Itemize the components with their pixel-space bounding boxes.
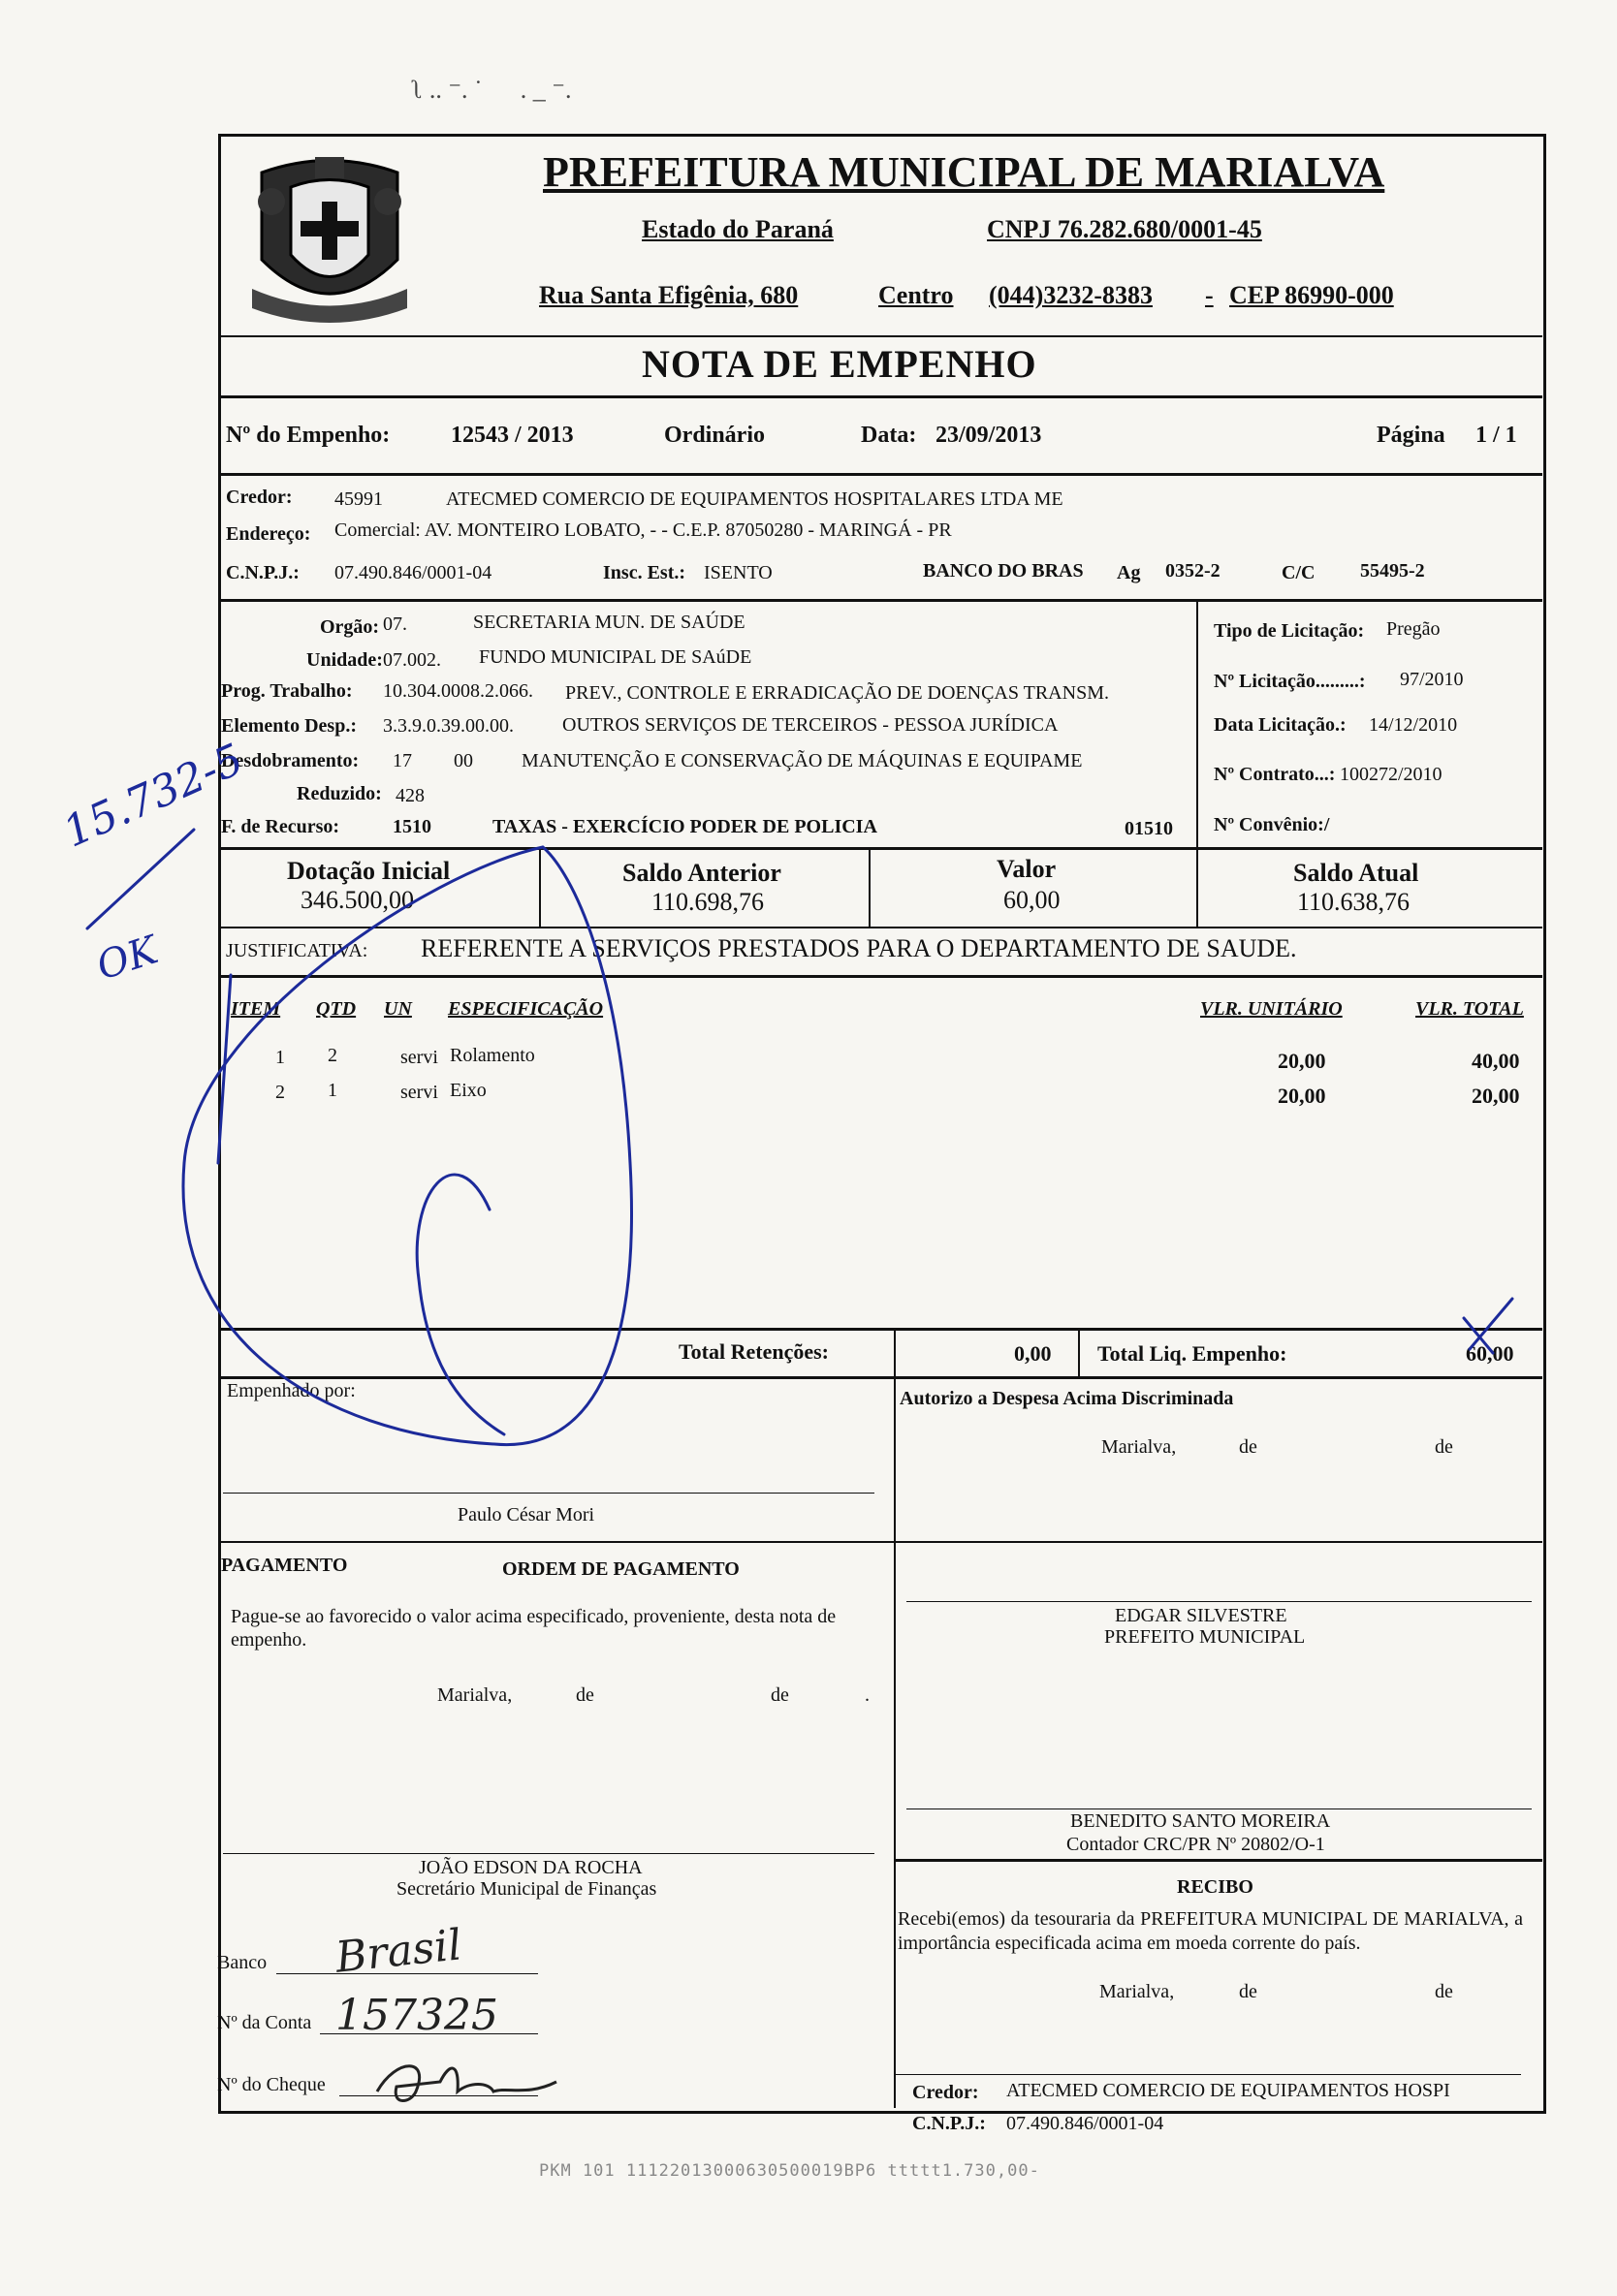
credor-endereco: Comercial: AV. MONTEIRO LOBATO, - - C.E.P. 87050280 - MARINGÁ - PR <box>334 519 952 541</box>
centro: Centro <box>878 281 954 309</box>
credor-label: Credor: <box>226 487 293 508</box>
liquido: 60,00 <box>1466 1341 1514 1366</box>
row-item: 2 <box>275 1082 285 1103</box>
recibo-label: RECIBO <box>1177 1876 1253 1898</box>
divider <box>218 975 1542 978</box>
marialva-1: Marialva, <box>1101 1436 1177 1458</box>
contador-nome: BENEDITO SANTO MOREIRA <box>1070 1810 1331 1832</box>
credor-cnpj: 07.490.846/0001-04 <box>334 562 492 583</box>
col-item: ITEM <box>231 998 281 1020</box>
orgao-cod: 07. <box>383 613 407 635</box>
justificativa-texto: REFERENTE A SERVIÇOS PRESTADOS PARA O DEPARTAMENTO DE SAUDE. <box>421 934 1297 962</box>
dot: . <box>865 1684 870 1706</box>
row-espec: Eixo <box>450 1080 487 1101</box>
pagina-value: 1 / 1 <box>1475 423 1517 448</box>
prog: PREV., CONTROLE E ERRADICAÇÃO DE DOENÇAS TRANSM. <box>565 682 1109 704</box>
empenho-numero: 12543 / 2013 <box>451 423 574 448</box>
divider-vertical <box>894 1330 896 1376</box>
desd-label: Desdobramento: <box>221 750 360 771</box>
credor-codigo: 45991 <box>334 488 383 510</box>
divider-vertical <box>869 849 871 927</box>
cheque-label: Nº do Cheque <box>217 2074 326 2095</box>
divider <box>218 473 1542 476</box>
desd-sub: 00 <box>454 750 473 771</box>
row-un: servi <box>400 1082 438 1103</box>
insc-label: Insc. Est.: <box>603 562 686 583</box>
licitacao-num-label: Nº Licitação.........: <box>1214 671 1366 692</box>
unidade-label: Unidade: <box>306 649 383 671</box>
marialva-3: Marialva, <box>1099 1981 1175 2002</box>
coat-of-arms <box>233 143 427 337</box>
elem: OUTROS SERVIÇOS DE TERCEIROS - PESSOA JURÍDICA <box>562 714 1059 736</box>
desd-cod: 17 <box>393 750 412 771</box>
divider <box>218 847 1542 850</box>
credor-footer-label: Credor: <box>912 2082 979 2103</box>
secretario-nome: JOÃO EDSON DA ROCHA <box>419 1857 643 1878</box>
divider-vertical <box>1196 601 1198 847</box>
data-label: Data: <box>861 423 917 448</box>
licitacao-tipo-label: Tipo de Licitação: <box>1214 620 1365 642</box>
empenhado-label: Empenhado por: <box>227 1380 356 1401</box>
valor-label: Valor <box>997 855 1057 883</box>
anterior-label: Saldo Anterior <box>622 859 781 887</box>
col-total: VLR. TOTAL <box>1415 998 1524 1020</box>
recurso-label: F. de Recurso: <box>221 816 340 837</box>
de-3a: de <box>1239 1981 1257 2002</box>
conta-label: C/C <box>1282 562 1316 583</box>
atual: 110.638,76 <box>1297 888 1411 916</box>
endereco-label: Endereço: <box>226 523 311 545</box>
unidade: FUNDO MUNICIPAL DE SAúDE <box>479 646 752 668</box>
banco: BANCO DO BRAS <box>923 560 1084 582</box>
col-un: UN <box>384 998 412 1020</box>
orgao-label: Orgão: <box>320 616 380 638</box>
estado: Estado do Paraná <box>642 215 834 243</box>
signature-line <box>906 1601 1532 1602</box>
contrato: 100272/2010 <box>1340 764 1443 785</box>
dotacao-label: Dotação Inicial <box>287 857 451 885</box>
col-unit: VLR. UNITÁRIO <box>1200 998 1343 1020</box>
pagina-label: Página <box>1377 423 1445 448</box>
de-2a: de <box>576 1684 594 1706</box>
prog-cod: 10.304.0008.2.066. <box>383 680 533 702</box>
banco-label: Banco <box>217 1952 268 1973</box>
autorizo: Autorizo a Despesa Acima Discriminada <box>900 1388 1234 1409</box>
row-espec: Rolamento <box>450 1045 535 1066</box>
divider <box>896 2074 1521 2075</box>
row-qtd: 2 <box>328 1045 337 1066</box>
cep: CEP 86990-000 <box>1229 281 1394 309</box>
marialva-2: Marialva, <box>437 1684 513 1706</box>
divider <box>218 335 1542 337</box>
divider-vertical <box>1078 1330 1080 1376</box>
conta-handwriting: 157325 <box>335 1991 498 2040</box>
atual-label: Saldo Atual <box>1293 859 1419 887</box>
contrato-label: Nº Contrato...: <box>1214 764 1336 785</box>
cnpj-prefeitura: CNPJ 76.282.680/0001-45 <box>987 215 1262 243</box>
row-qtd: 1 <box>328 1080 337 1101</box>
credor-footer-nome: ATECMED COMERCIO DE EQUIPAMENTOS HOSPI <box>1006 2080 1450 2101</box>
cnpj-footer-label: C.N.P.J.: <box>912 2113 986 2134</box>
dotacao: 346.500,00 <box>301 886 414 914</box>
licitacao-data-label: Data Licitação.: <box>1214 714 1347 736</box>
licitacao-tipo: Pregão <box>1386 618 1441 640</box>
de-2b: de <box>771 1684 789 1706</box>
retencoes-label: Total Retenções: <box>679 1339 829 1364</box>
cheque-signature <box>372 2053 566 2111</box>
de-3b: de <box>1435 1981 1453 2002</box>
empenho-tipo: Ordinário <box>664 423 766 448</box>
pagamento-label: PAGAMENTO <box>221 1555 348 1576</box>
empenhado-nome: Paulo César Mori <box>458 1504 595 1525</box>
row-total: 40,00 <box>1472 1049 1520 1073</box>
row-unit: 20,00 <box>1278 1049 1326 1073</box>
cnpj-footer: 07.490.846/0001-04 <box>1006 2113 1164 2134</box>
divider <box>218 599 1542 602</box>
recurso-num: 01510 <box>1125 818 1173 839</box>
cnpj-label: C.N.P.J.: <box>226 562 300 583</box>
signature-line <box>906 1808 1532 1809</box>
separator-dash: - <box>1205 281 1214 309</box>
data-value: 23/09/2013 <box>935 423 1042 448</box>
desd: MANUTENÇÃO E CONSERVAÇÃO DE MÁQUINAS E EQUIPAME <box>522 750 1083 771</box>
row-un: servi <box>400 1047 438 1068</box>
scan-mark: ʅ .. ⁻. ˙ . _ ⁻. <box>412 76 572 104</box>
conta: 55495-2 <box>1360 560 1425 582</box>
divider <box>218 1328 1542 1331</box>
reduzido: 428 <box>396 785 425 806</box>
prog-label: Prog. Trabalho: <box>221 680 353 702</box>
endereco-prefeitura: Rua Santa Efigênia, 680 <box>539 281 799 309</box>
insc-value: ISENTO <box>704 562 773 583</box>
empenho-label: Nº do Empenho: <box>226 423 391 448</box>
divider <box>218 395 1542 398</box>
signature-line <box>223 1493 874 1494</box>
liquido-label: Total Liq. Empenho: <box>1097 1341 1287 1366</box>
licitacao-num: 97/2010 <box>1400 669 1464 690</box>
col-qtd: QTD <box>316 998 357 1020</box>
unidade-cod: 07.002. <box>383 649 441 671</box>
retencoes: 0,00 <box>1014 1341 1052 1366</box>
valor: 60,00 <box>1003 886 1061 914</box>
row-item: 1 <box>275 1047 285 1068</box>
agencia-label: Ag <box>1117 562 1141 583</box>
secretario-cargo: Secretário Municipal de Finanças <box>396 1878 657 1900</box>
margin-ok: OK <box>91 928 164 990</box>
col-espec: ESPECIFICAÇÃO <box>448 998 604 1020</box>
de-1a: de <box>1239 1436 1257 1458</box>
row-unit: 20,00 <box>1278 1084 1326 1108</box>
banco-handwriting: Brasil <box>333 1920 464 1983</box>
telefone: (044)3232-8383 <box>989 281 1153 309</box>
licitacao-data: 14/12/2010 <box>1369 714 1458 736</box>
credor-nome: ATECMED COMERCIO DE EQUIPAMENTOS HOSPITALARES LTDA ME <box>446 488 1063 510</box>
recurso-cod: 1510 <box>393 816 431 837</box>
document-title: NOTA DE EMPENHO <box>642 342 1037 386</box>
margin-note: 15.732-5 <box>56 734 251 858</box>
reduzido-label: Reduzido: <box>297 783 382 804</box>
de-1b: de <box>1435 1436 1453 1458</box>
prefeito-nome: EDGAR SILVESTRE <box>1115 1605 1287 1626</box>
divider-vertical <box>894 1376 896 2108</box>
pague-texto: Pague-se ao favorecido o valor acima especificado, proveniente, desta nota de empenho. <box>231 1606 837 1651</box>
page-title: PREFEITURA MUNICIPAL DE MARIALVA <box>543 148 1385 196</box>
row-total: 20,00 <box>1472 1084 1520 1108</box>
prefeito-cargo: PREFEITO MUNICIPAL <box>1104 1626 1306 1648</box>
orgao: SECRETARIA MUN. DE SAÚDE <box>473 612 745 633</box>
contador-cargo: Contador CRC/PR Nº 20802/O-1 <box>1066 1834 1325 1855</box>
divider <box>218 927 1542 928</box>
divider-vertical <box>539 849 541 927</box>
justificativa-label: JUSTIFICATIVA: <box>226 940 368 961</box>
divider <box>218 1541 1542 1543</box>
recibo-texto: Recebi(emos) da tesouraria da PREFEITURA MUNICIPAL DE MARIALVA, a importância especificada acima em moeda corrente do país. <box>898 1908 1523 1954</box>
conta-label: Nº da Conta <box>217 2012 312 2033</box>
ordem-label: ORDEM DE PAGAMENTO <box>502 1558 740 1580</box>
agencia: 0352-2 <box>1165 560 1221 582</box>
divider <box>218 1376 1542 1379</box>
recurso: TAXAS - EXERCÍCIO PODER DE POLICIA <box>492 816 877 837</box>
anterior: 110.698,76 <box>651 888 765 916</box>
elem-cod: 3.3.9.0.39.00.00. <box>383 715 514 737</box>
elem-label: Elemento Desp.: <box>221 715 357 737</box>
signature-line <box>223 1853 874 1854</box>
divider-vertical <box>1196 849 1198 927</box>
convenio-label: Nº Convênio:/ <box>1214 814 1330 835</box>
micr-line: PKM 101 11122013000630500019BP6 ttttt1.730,00- <box>539 2161 1040 2181</box>
divider <box>896 1859 1542 1862</box>
